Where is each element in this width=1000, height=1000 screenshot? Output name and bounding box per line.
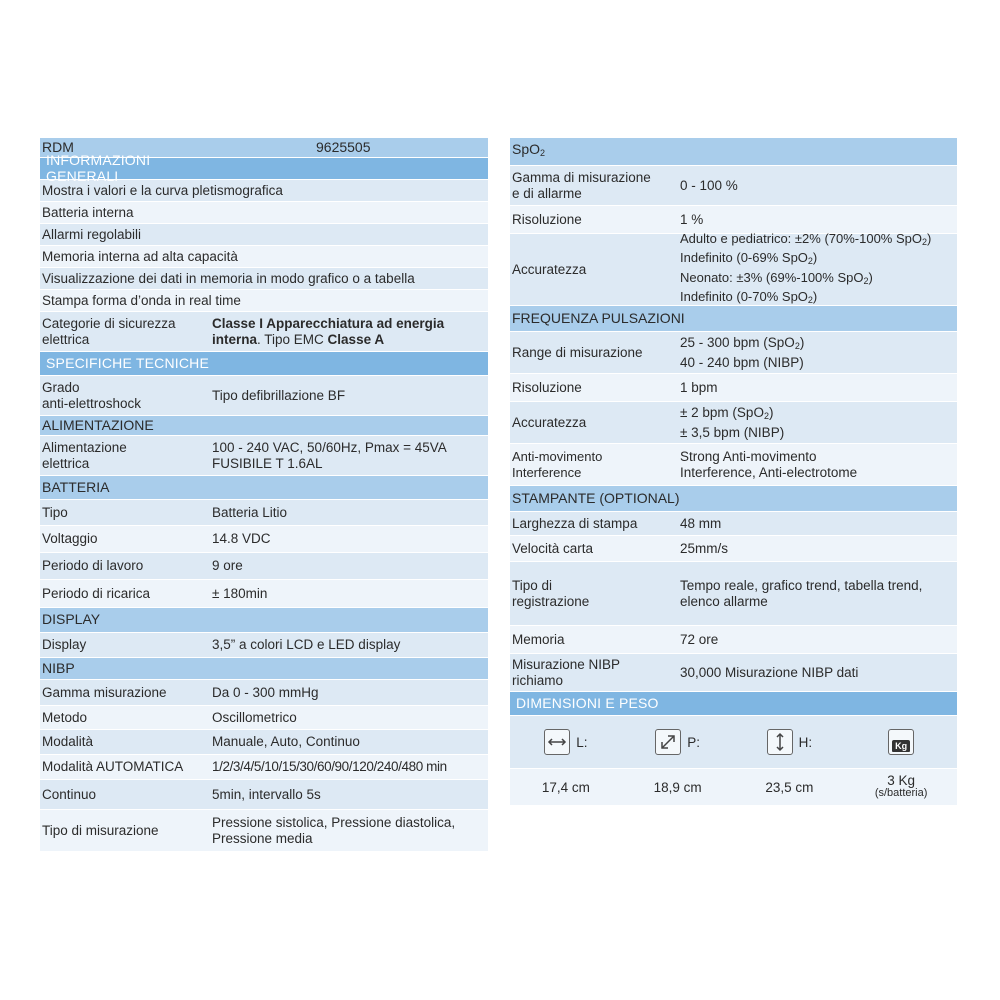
row-value: 1 % xyxy=(680,211,704,227)
depth-cell xyxy=(622,729,734,755)
width-label: L: xyxy=(576,734,588,750)
row-value: 3,5” a colori LCD e LED display xyxy=(212,637,401,653)
row-value: 30,000 Misurazione NIBP dati xyxy=(680,664,859,680)
table-row xyxy=(40,500,488,526)
row-label: Periodo di ricarica xyxy=(42,585,151,601)
row-label: Tipo di registrazione xyxy=(512,578,590,609)
row-value: Adulto e pediatrico: ±2% (70%-100% SpO$_2$) Indefinito (0-69% SpO$_2$) Neonato: ±3% (69%-100% SpO$_2$) Indefinito (0-70% SpO$_2$) xyxy=(680,230,932,305)
section-dimensioni-peso xyxy=(510,692,957,716)
table-row xyxy=(40,680,488,706)
table-row xyxy=(510,626,957,654)
section-informazioni-generali xyxy=(40,152,488,184)
row-label: Categorie di sicurezza elettrica xyxy=(42,316,176,347)
table-row xyxy=(510,562,957,626)
row-label: Anti-movimento Interference xyxy=(512,449,603,480)
row-label: Risoluzione xyxy=(512,211,582,227)
table-row xyxy=(40,633,488,658)
depth-value: 18,9 cm xyxy=(653,779,702,795)
section-title: ALIMENTAZIONE xyxy=(42,416,154,433)
width-cell xyxy=(510,729,622,755)
row-label: Continuo xyxy=(42,786,97,802)
depth-label: P: xyxy=(687,734,700,750)
table-row xyxy=(40,810,488,852)
row-value: ± 2 bpm (SpO$_2$) ± 3,5 bpm (NIBP) xyxy=(680,405,785,440)
row-value: Manuale, Auto, Continuo xyxy=(212,734,360,750)
section-display xyxy=(40,608,488,633)
section-title: INFORMAZIONI GENERALI xyxy=(46,152,151,184)
height-arrows-icon xyxy=(767,729,793,755)
table-row xyxy=(510,512,957,536)
row-label: Voltaggio xyxy=(42,531,98,547)
row-label: Risoluzione xyxy=(512,379,582,395)
row-label: Misurazione NIBP richiamo xyxy=(512,657,621,688)
row-label: Gamma misurazione xyxy=(42,684,167,700)
row-label: Tipo xyxy=(42,504,68,520)
section-title: BATTERIA xyxy=(42,478,110,495)
table-row xyxy=(40,436,488,476)
rdm-label: RDM xyxy=(42,138,74,155)
dimension-icons-row xyxy=(510,716,957,769)
table-row xyxy=(40,755,488,780)
row-value: 14.8 VDC xyxy=(212,531,271,547)
list-item: Visualizzazione dei dati in memoria in modo grafico o a tabella xyxy=(40,268,488,290)
row-label: Modalità xyxy=(42,734,94,750)
table-row xyxy=(40,553,488,580)
row-value: Pressione sistolica, Pressione diastolica, Pressione media xyxy=(212,815,456,846)
row-label: Display xyxy=(42,637,87,653)
section-spo2 xyxy=(510,138,957,166)
row-label: Velocità carta xyxy=(512,540,594,556)
weight-kg-icon: Kg xyxy=(888,729,914,755)
row-value: 1/2/3/4/5/10/15/30/60/90/120/240/480 min xyxy=(212,759,447,775)
row-value: 0 - 100 % xyxy=(680,177,738,193)
row-label: Accuratezza xyxy=(512,261,587,277)
section-title: DISPLAY xyxy=(42,611,101,628)
row-label: Larghezza di stampa xyxy=(512,515,638,531)
table-row xyxy=(40,706,488,730)
row-label: Memoria xyxy=(512,631,565,647)
row-value: 5min, intervallo 5s xyxy=(212,786,321,802)
row-value: Tempo reale, grafico trend, tabella trend, elenco allarme xyxy=(680,578,923,609)
row-value: Oscillometrico xyxy=(212,709,297,725)
diagonal-arrow-icon xyxy=(655,729,681,755)
table-row xyxy=(510,230,957,306)
section-title: SPECIFICHE TECNICHE xyxy=(46,354,210,371)
row-value: Tipo defibrillazione BF xyxy=(212,387,346,403)
table-row xyxy=(510,374,957,402)
height-cell xyxy=(734,729,846,755)
width-value: 17,4 cm xyxy=(541,779,590,795)
width-arrows-icon xyxy=(544,729,570,755)
table-row xyxy=(40,580,488,608)
row-value: 25 - 300 bpm (SpO$_2$) 40 - 240 bpm (NIBP) xyxy=(680,335,805,370)
list-item: Stampa forma d’onda in real time xyxy=(40,290,488,312)
weight-value: 3 Kg (s/batteria) xyxy=(845,774,957,800)
table-row xyxy=(510,332,957,374)
table-row xyxy=(40,376,488,416)
section-title: SpO$_2$ xyxy=(512,140,546,158)
row-label: Tipo di misurazione xyxy=(42,822,159,838)
table-row xyxy=(510,166,957,206)
row-value: 9 ore xyxy=(212,558,243,574)
section-specifiche-tecniche xyxy=(40,352,488,376)
section-title: NIBP xyxy=(42,659,75,676)
section-title: STAMPANTE (OPTIONAL) xyxy=(512,489,680,506)
row-label: Range di misurazione xyxy=(512,344,643,360)
section-alimentazione xyxy=(40,416,488,436)
list-item: Memoria interna ad alta capacità xyxy=(40,246,488,268)
row-value: Da 0 - 300 mmHg xyxy=(212,684,319,700)
list-item: Allarmi regolabili xyxy=(40,224,488,246)
row-label: Gamma di misurazione e di allarme xyxy=(512,170,651,201)
general-specs-table xyxy=(40,138,488,852)
weight-note: (s/batteria) xyxy=(874,787,928,799)
section-batteria xyxy=(40,476,488,500)
table-row xyxy=(510,402,957,444)
row-label: Metodo xyxy=(42,709,88,725)
row-value: 48 mm xyxy=(680,515,722,531)
table-row xyxy=(510,654,957,692)
row-value: 100 - 240 VAC, 50/60Hz, Pmax = 45VA FUSIBILE T 1.6AL xyxy=(212,440,447,471)
dimension-values-row xyxy=(510,769,957,805)
list-item: Batteria interna xyxy=(40,202,488,224)
row-value: Batteria Litio xyxy=(212,504,288,520)
row-label: Grado anti-elettroshock xyxy=(42,380,142,411)
table-row xyxy=(40,780,488,810)
row-label: Alimentazione elettrica xyxy=(42,440,127,471)
table-row xyxy=(40,730,488,755)
row-value: ± 180min xyxy=(212,585,268,601)
section-frequenza-pulsazioni xyxy=(510,306,957,332)
row-label: Modalità AUTOMATICA xyxy=(42,759,184,775)
height-label: H: xyxy=(798,734,813,750)
rdm-value: 9625505 xyxy=(316,138,371,155)
section-title: DIMENSIONI E PESO xyxy=(516,694,659,711)
row-value: 1 bpm xyxy=(680,379,718,395)
row-label: Accuratezza xyxy=(512,414,587,430)
row-value: 25mm/s xyxy=(680,540,729,556)
row-value: 72 ore xyxy=(680,631,719,647)
row-value: Classe I Apparecchiatura ad energia interna. Tipo EMC Classe A xyxy=(212,316,445,347)
section-nibp xyxy=(40,658,488,680)
table-row xyxy=(40,312,488,352)
table-row xyxy=(510,536,957,562)
row-value: Strong Anti-movimento Interference, Anti-electrotome xyxy=(680,449,858,480)
row-label: Periodo di lavoro xyxy=(42,558,144,574)
section-stampante xyxy=(510,486,957,512)
measurement-specs-table xyxy=(510,138,957,805)
table-row xyxy=(510,444,957,486)
height-value: 23,5 cm xyxy=(765,779,814,795)
list-item: Mostra i valori e la curva pletismografica xyxy=(40,180,488,202)
weight-cell xyxy=(845,729,957,755)
section-title: FREQUENZA PULSAZIONI xyxy=(512,309,685,326)
table-row xyxy=(40,526,488,553)
